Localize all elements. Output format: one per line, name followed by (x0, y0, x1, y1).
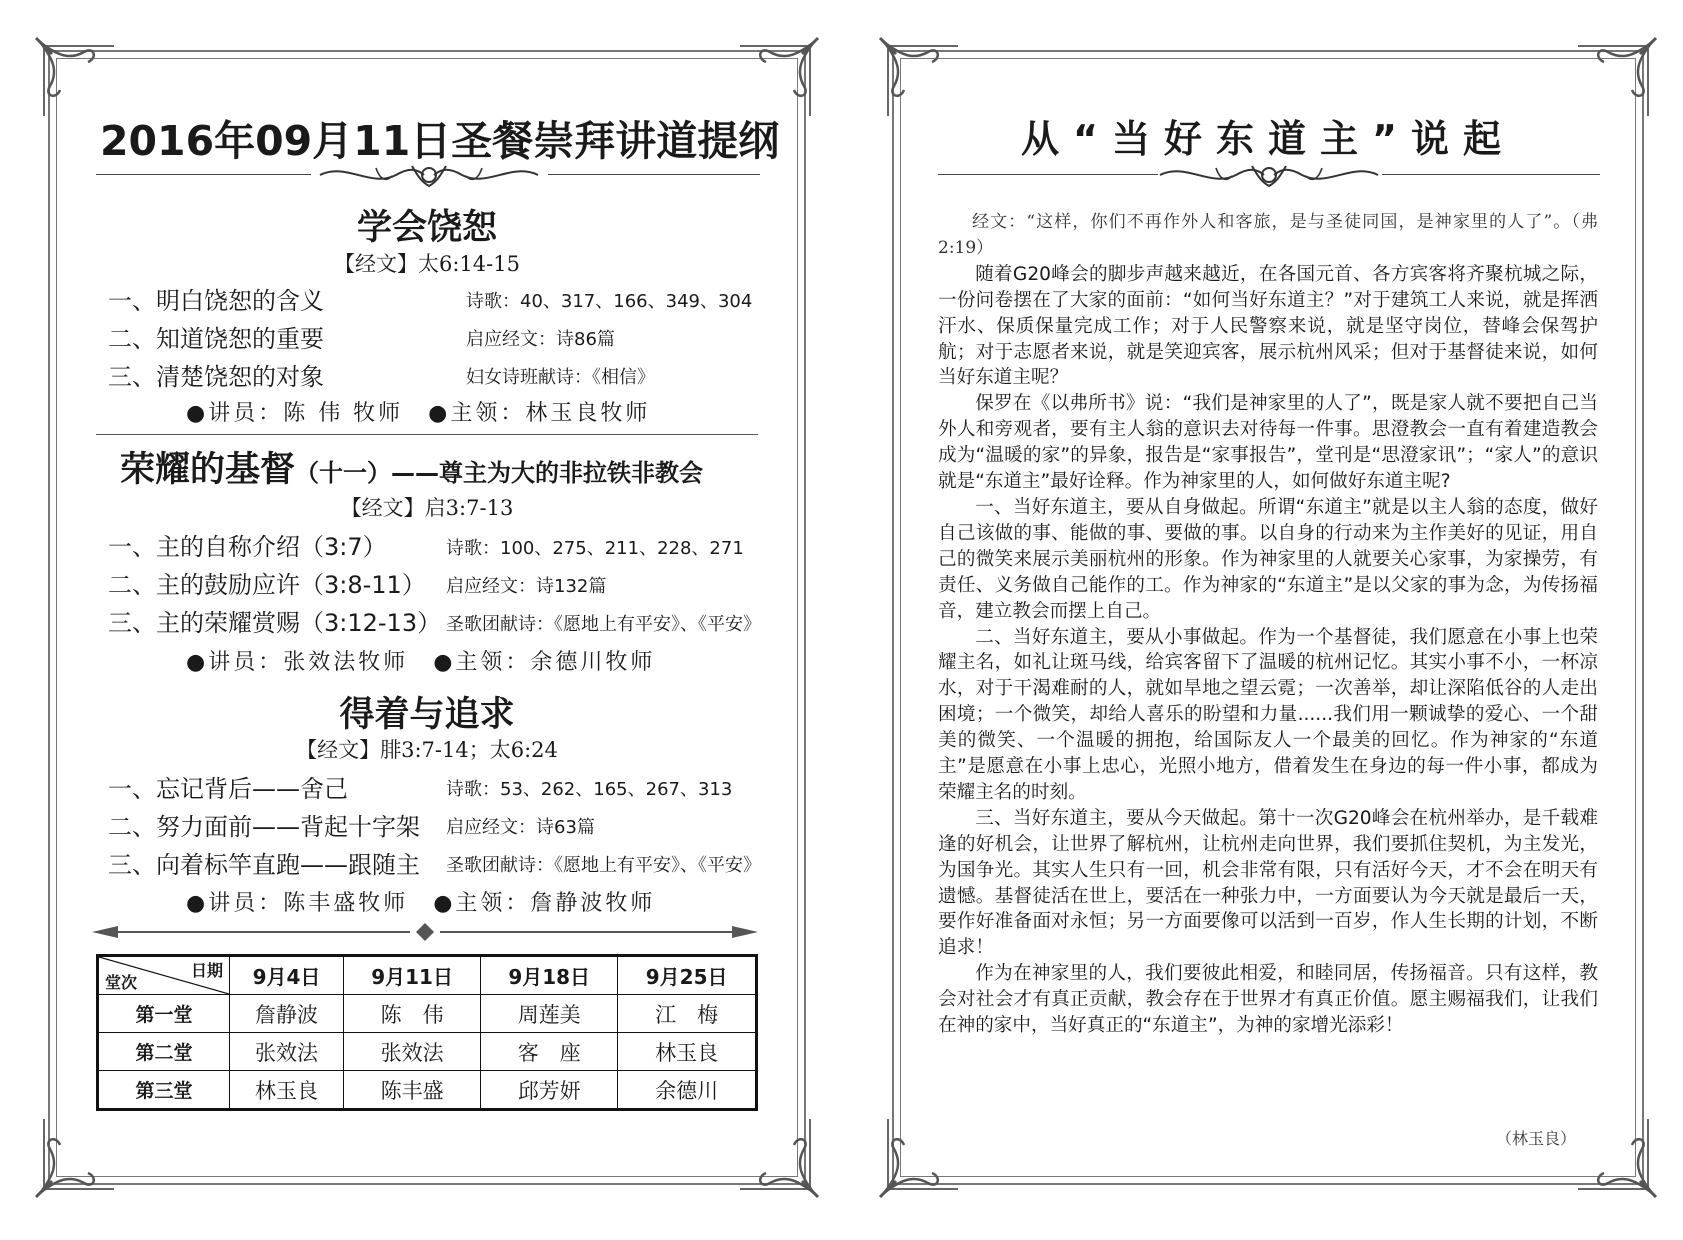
table-cell: 江 梅 (618, 995, 757, 1033)
article-paragraph: 三、当好东道主，要从今天做起。第十一次G20峰会在杭州举办，是千载难逢的好机会，让世界了解杭州，让杭州走向世界，我们要抓住契机，为主发光，为国争光。其实人生只有一回，机会非常有限，只有活好今天，才不会在明天有遗憾。基督徒活在世上，要活在一种张力中，一方面要认为今天就是最后一天，要作好准备面对永恒；另一方面要像可以活到一百岁，作人生长期的计划，不断追求！ (938, 807, 1598, 959)
sermon-2-point: 三、主的荣耀赏赐（3:12-13） (108, 609, 442, 637)
article-paragraph: 保罗在《以弗所书》说：“我们是神家里的人了”，既是家人就不要把自己当外人和旁观者，要有主人翁的意识去对待每一件事。思澄教会一直有着建造教会成为“温暖的家”的异象，报告是“家事报告”，堂刊是“思澄家讯”；“家人”的意识就是“东道主”最好诠释。作为神家里的人，如何做好东道主呢? (938, 393, 1598, 493)
article-paragraph: 随着G20峰会的脚步声越来越近，在各国元首、各方宾客将齐聚杭城之际，一份问卷摆在了大家的面前：“如何当好东道主？”对于建筑工人来说，就是挥洒汗水、保质保量完成工作；对于人民警察来说，就是坚守岗位，替峰会保驾护航；对于志愿者来说，就是笑迎宾客，展示杭州风采；但对于基督徒来说，如何当好东道主呢？ (938, 263, 1598, 389)
section-divider (96, 434, 758, 435)
sermon-3-responsive-reading: 启应经文：诗63篇 (446, 817, 595, 838)
table-cell: 陈 伟 (344, 995, 481, 1033)
date-header: 9月11日 (344, 956, 481, 995)
sermon-3-hymns: 诗歌：53、262、165、267、313 (446, 779, 733, 800)
corner-service-label: 堂次 (105, 973, 138, 992)
table-cell: 林玉良 (230, 1071, 344, 1110)
sermon-2-title: 荣耀的基督 (120, 450, 296, 490)
sermon-outline-page (48, 50, 806, 1185)
article-title: 从“当好东道主”说起 (1021, 117, 1515, 161)
article-paragraph: 二、当好东道主，要从小事做起。作为一个基督徒，我们愿意在小事上也荣耀主名，如礼让斑马线，给宾客留下了温暖的杭州记忆。其实小事不小，一杯凉水，对于干渴难耐的人，就如旱地之望云霓；一次善举，却让深陷低谷的人走出困境；一个微笑，却给人喜乐的盼望和力量......我们用一颗诚挚的爱心、一个甜美的微笑、一个温暖的拥抱，给国际友人一个最美的回忆。作为神家的“东道主”是愿意在小事上忠心，光照小地方，借着发生在身边的每一件小事，都成为荣耀主名的时刻。 (938, 626, 1598, 803)
preacher-schedule-table (96, 954, 758, 1111)
article-page (892, 50, 1644, 1185)
sermon-1-scripture: 【经文】太6:14-15 (334, 252, 520, 276)
title-underline-left (96, 174, 311, 175)
table-cell: 张效法 (230, 1033, 344, 1071)
table-cell: 陈丰盛 (344, 1071, 481, 1110)
article-body (938, 210, 1598, 1039)
ornament-flourish-icon (1156, 158, 1382, 192)
sermon-2-responsive-reading: 启应经文：诗132篇 (446, 576, 607, 597)
sermon-3-point: 三、向着标竿直跑——跟随主 (108, 851, 420, 879)
sermon-1-responsive-reading: 启应经文：诗86篇 (466, 329, 615, 350)
corner-flourish-icon (34, 1109, 124, 1199)
title-underline-right (548, 174, 760, 175)
sermon-1-choir: 妇女诗班献诗：《相信》 (466, 367, 655, 388)
table-cell: 张效法 (344, 1033, 481, 1071)
sermon-1-speakers: ●讲员：陈 伟 牧师 ●主领：林玉良牧师 (186, 401, 651, 426)
service-label: 第一堂 (98, 995, 230, 1033)
sermon-3-title: 得着与追求 (339, 695, 515, 735)
corner-date-label: 日期 (190, 961, 223, 980)
table-row (98, 1033, 757, 1071)
sermon-3-scripture: 【经文】腓3:7-14；太6:24 (296, 738, 558, 762)
article-signature: （林玉良） (1495, 1129, 1576, 1148)
sermon-2-point: 一、主的自称介绍（3:7） (108, 533, 387, 561)
sermon-1-hymns: 诗歌：40、317、166、349、304 (466, 291, 753, 312)
ornament-flourish-icon (316, 158, 542, 192)
sermon-1-title: 学会饶恕 (356, 208, 497, 248)
sermon-2-hymns: 诗歌：100、275、211、228、271 (446, 538, 744, 559)
sermon-3-choir: 圣歌团献诗：《愿地上有平安》、《平安》 (446, 855, 761, 876)
title-underline-right (1382, 174, 1600, 175)
sermon-3-point: 二、努力面前——背起十字架 (108, 813, 420, 841)
sermon-2-speakers: ●讲员：张效法牧师 ●主领：余德川牧师 (186, 650, 656, 675)
corner-flourish-icon (730, 1109, 820, 1199)
date-header: 9月4日 (230, 956, 344, 995)
sermon-2-point: 二、主的鼓励应许（3:8-11） (108, 571, 426, 599)
sermon-1-point: 二、知道饶恕的重要 (108, 325, 324, 353)
corner-flourish-icon (878, 1109, 968, 1199)
service-label: 第二堂 (98, 1033, 230, 1071)
table-cell: 林玉良 (618, 1033, 757, 1071)
sermon-1-point: 三、清楚饶恕的对象 (108, 363, 324, 391)
sermon-2-choir: 圣歌团献诗：《愿地上有平安》、《平安》 (446, 614, 761, 635)
article-verse: 经文：“这样，你们不再作外人和客旅，是与圣徒同国，是神家里的人了”。（弗2:19） (938, 212, 1598, 258)
table-cell: 邱芳妍 (481, 1071, 618, 1110)
table-row (98, 995, 757, 1033)
date-header: 9月18日 (481, 956, 618, 995)
title-underline-left (938, 174, 1158, 175)
table-header-row (98, 956, 757, 995)
sermon-2-heading (120, 442, 703, 492)
sermon-2-subtitle: （十一）——尊主为大的非拉铁非教会 (295, 459, 704, 487)
service-label: 第三堂 (98, 1071, 230, 1110)
table-cell: 詹静波 (230, 995, 344, 1033)
table-cell: 余德川 (618, 1071, 757, 1110)
sermon-1-point: 一、明白饶恕的含义 (108, 287, 324, 315)
table-cell: 客 座 (481, 1033, 618, 1071)
date-header: 9月25日 (618, 956, 757, 995)
corner-flourish-icon (1568, 1109, 1658, 1199)
article-paragraph: 一、当好东道主，要从自身做起。所谓“东道主”就是以主人翁的态度，做好自己该做的事、能做的事、要做的事。以自身的行动来为主作美好的见证，用自己的微笑来展示美丽杭州的形象。作为神家里的人就要关心家事，为家操劳，有责任、义务做自己能作的工。作为神家的“东道主”是以父家的事为念，为传扬福音，建立教会而摆上自己。 (938, 496, 1598, 622)
table-row (98, 1071, 757, 1110)
arrow-divider-icon (92, 922, 758, 942)
sermon-2-scripture: 【经文】启3:7-13 (340, 496, 514, 520)
page-title: 2016年09月11日圣餐崇拜讲道提纲 (100, 117, 780, 165)
sermon-3-point: 一、忘记背后——舍己 (108, 775, 348, 803)
table-cell: 周莲美 (481, 995, 618, 1033)
table-corner-cell (98, 956, 230, 995)
article-paragraph: 作为在神家里的人，我们要彼此相爱，和睦同居，传扬福音。只有这样，教会对社会才有真正贡献，教会存在于世界才有真正价值。愿主赐福我们，让我们在神的家中，当好真正的“东道主”，为神的家增光添彩！ (938, 963, 1598, 1037)
sermon-3-speakers: ●讲员：陈丰盛牧师 ●主领：詹静波牧师 (186, 891, 656, 916)
